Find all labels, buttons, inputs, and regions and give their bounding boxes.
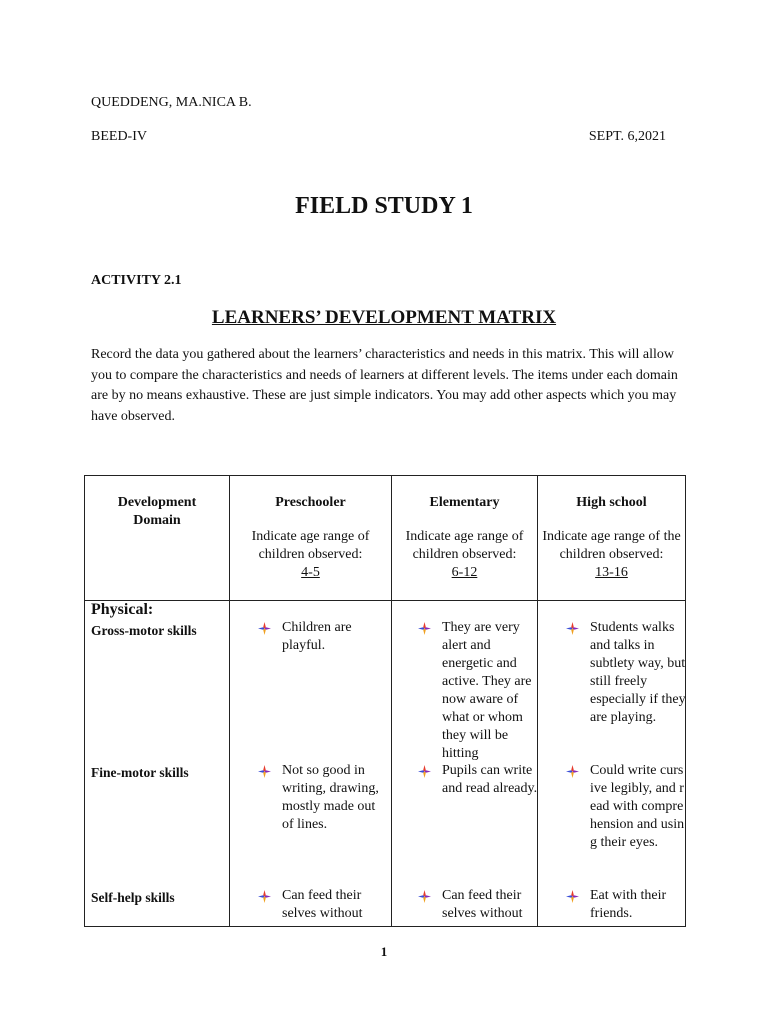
skill-fine-motor: Fine-motor skills (91, 765, 189, 780)
table-row (85, 601, 686, 927)
matrix-title: LEARNERS’ DEVELOPMENT MATRIX (211, 307, 557, 328)
highschool-self-help-text: Eat with their friends. (590, 888, 667, 921)
header-highschool-title: High school (576, 495, 647, 510)
four-point-star-bullet-icon (566, 622, 579, 635)
elementary-self-help-text: Can feed their selves without (442, 888, 523, 921)
header-preschooler (230, 476, 392, 601)
skill-self-help: Self-help skills (91, 890, 175, 905)
elementary-fine-motor-text: Pupils can write and read already. (442, 763, 538, 796)
course: BEED-IV (91, 129, 147, 144)
four-point-star-bullet-icon (566, 765, 579, 778)
list-item (566, 887, 686, 923)
four-point-star-bullet-icon (418, 890, 431, 903)
domain-cell (85, 601, 230, 927)
page-number: 1 (380, 944, 388, 959)
list-item (418, 887, 538, 923)
header-elementary-title: Elementary (429, 495, 500, 510)
four-point-star-bullet-icon (566, 890, 579, 903)
preschooler-cell (230, 601, 392, 927)
preschooler-gross-motor-text: Children are playful. (282, 620, 352, 653)
date: SEPT. 6,2021 (588, 129, 666, 144)
header-preschooler-sub: Indicate age range of children observed: (251, 529, 370, 562)
skill-gross-motor: Gross-motor skills (91, 623, 197, 638)
four-point-star-bullet-icon (258, 890, 271, 903)
list-item (418, 619, 538, 763)
activity-label: ACTIVITY 2.1 (91, 273, 182, 288)
header-elementary-age: 6-12 (451, 565, 478, 580)
development-matrix-table (84, 475, 686, 927)
four-point-star-bullet-icon (258, 765, 271, 778)
header-highschool (538, 476, 686, 601)
four-point-star-bullet-icon (418, 622, 431, 635)
student-name: QUEDDENG, MA.NICA B. (91, 95, 252, 110)
page-title: FIELD STUDY 1 (295, 193, 473, 219)
list-item (258, 762, 382, 834)
header-preschooler-title: Preschooler (275, 495, 346, 510)
header-domain (85, 476, 230, 601)
four-point-star-bullet-icon (418, 765, 431, 778)
header-highschool-age: 13-16 (595, 565, 628, 580)
header-preschooler-age: 4-5 (301, 565, 320, 580)
header-highschool-sub: Indicate age range of the children observed: (542, 529, 681, 562)
preschooler-fine-motor-text: Not so good in writing, drawing, mostly made out of lines. (282, 763, 379, 832)
elementary-gross-motor-text: They are very alert and energetic and active. They are now aware of what or whom they will be hitting (442, 620, 532, 761)
four-point-star-bullet-icon (258, 622, 271, 635)
elementary-cell (392, 601, 538, 927)
highschool-fine-motor-text: Could write cursive legibly, and read with comprehension and using their eyes. (590, 763, 685, 850)
highschool-gross-motor-text: Students walks and talks in subtlety way, but still freely especially if they are playing. (590, 620, 686, 725)
highschool-cell (538, 601, 686, 927)
list-item (258, 619, 382, 655)
header-domain-title: Development Domain (117, 495, 197, 528)
list-item (566, 762, 686, 852)
list-item (258, 887, 382, 923)
header-elementary-sub: Indicate age range of children observed: (405, 529, 524, 562)
table-header-row (85, 476, 686, 601)
domain-physical: Physical: (91, 601, 154, 618)
preschooler-self-help-text: Can feed their selves without (282, 888, 363, 921)
intro-paragraph: Record the data you gathered about the learners’ characteristics and needs in this matrix. This will allow you to compare the characteristics and needs of learners at different levels. The items under each domain are by no means exhaustive. These are just simple indicators. You may add other aspects which you may have observed. (91, 347, 678, 424)
list-item (418, 762, 538, 798)
header-elementary (392, 476, 538, 601)
list-item (566, 619, 686, 727)
